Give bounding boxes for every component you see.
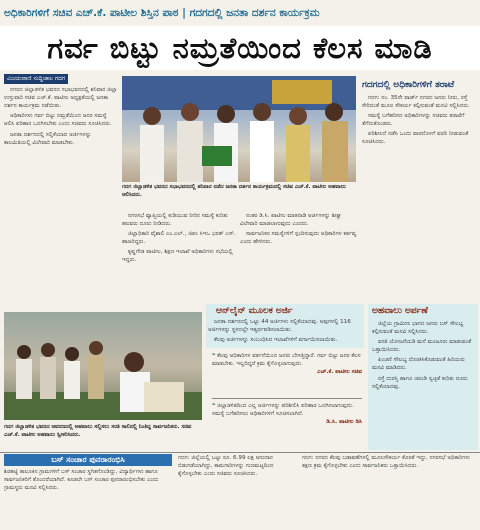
paragraph: ಸಮಸ್ಯೆ ಬಗೆಹರಿಸದ ಅಧಿಕಾರಿಗಳನ್ನು ಸಚಿವರು ತರಾಟೆಗೆ ತೆಗೆದುಕೊಂಡರು. [362,113,465,128]
bottom-mid-article: ಗದಗ: ಜಿಲ್ಲೆಯಲ್ಲಿ ಒಟ್ಟು ರೂ. 6.99 ಲಕ್ಷ ಅನುದಾನ ಬಿಡುಗಡೆಯಾಗಿದ್ದು, ಕಾಮಗಾರಿಗಳನ್ನು ಗುಣಮಟ್ಟದಿಂದ ಕೈಗೊಳ್ಳಬೇಕು ಎಂದು ಸಚಿವರು ಸೂಚಿಸಿದರು. [178,455,274,478]
middle-article-right [240,212,358,302]
paragraph: ಜಿಲ್ಲಾಧಿಕಾರಿ ವೈಶಾಲಿ ಎಂ.ಎಲ್., ಜಿಪಂ ಸಿಇಒ ಭರತ್ ಎಸ್. ಹಾಜರಿದ್ದರು. [122,231,236,246]
quote-1 [212,352,362,394]
sidebar-title: ಗದಗದಲ್ಲಿ ಅಧಿಕಾರಿಗಳಿಗೆ ತರಾಟೆ [362,80,455,90]
paragraph: ನಗರಸಭೆ ವ್ಯಾಪ್ತಿಯಲ್ಲಿ ಕುಡಿಯುವ ನೀರಿನ ಸಮಸ್ಯೆ ಕುರಿತು ಹಲವರು ದೂರು ನೀಡಿದರು. [122,213,228,228]
quote-2 [212,402,362,446]
paragraph: ನಗರದ ಜಿಲ್ಲಾಡಳಿತ ಭವನದ ಸಭಾಭವನದಲ್ಲಿ ಶನಿವಾರ ಜಿಲ್ಲಾ ಉಸ್ತುವಾರಿ ಸಚಿವ ಎಚ್.ಕೆ. ಪಾಟೀಲ ಅಧ್ಯಕ್ಷತೆಯಲ್ಲಿ ಜನತಾ ದರ್ಶನ ಕಾರ್ಯಕ್ರಮ ನಡೆಯಿತು. [4,87,118,110]
paragraph: ಕೃಷ್ಣಗೌಡ ಪಾಟೀಲ, ಶಿಕ್ಷಣ ಇಲಾಖೆ ಅಧಿಕಾರಿಗಳು ಸಭೆಯಲ್ಲಿ ಇದ್ದರು. [122,249,233,264]
main-photo [122,76,356,182]
quote-text: ಜಿಲ್ಲಾಡಳಿತದಿಂದ ಎಲ್ಲ ಅರ್ಜಿಗಳನ್ನು ಪರಿಶೀಲಿಸಿ ಪರಿಹಾರ ಒದಗಿಸಲಾಗುವುದು. ಸಮಸ್ಯೆ ಬಗೆಹರಿಸಲು ಅಧಿಕಾರಿಗಳಿಗೆ ಸೂಚಿಸಲಾಗಿದೆ. [212,403,354,418]
sidebar-article [362,94,476,300]
headline: ಗರ್ವ ಬಿಟ್ಟು ನಮ್ರತೆಯಿಂದ ಕೆಲಸ ಮಾಡಿ [0,26,480,70]
paragraph: ಪರಿಶೀಲನೆ ನಡೆಸಿ ಒಂದು ವಾರದೊಳಗೆ ವರದಿ ನೀಡುವಂತೆ ಸೂಚಿಸಿದರು. [362,131,469,146]
paragraph: ನಂತರ ಡಿ.ಸಿ. ಪಾಟೀಲ ಮಾತನಾಡಿ ಅರ್ಜಿಗಳನ್ನು ಶೀಘ್ರ ವಿಲೇವಾರಿ ಮಾಡಲಾಗುವುದು ಎಂದರು. [240,213,341,228]
main-photo-caption: ಗದಗ ಜಿಲ್ಲಾಡಳಿತ ಭವನದ ಸಭಾಭವನದಲ್ಲಿ ಶನಿವಾರ ನಡೆದ ಜನತಾ ದರ್ಶನ ಕಾರ್ಯಕ್ರಮದಲ್ಲಿ ಸಚಿವ ಎಚ್.ಕೆ. ಪಾಟೀಲ ಅಹವಾಲು ಆಲಿಸಿದರು. [122,184,346,198]
quote-author: ಎಚ್.ಕೆ. ಪಾಟೀಲ ಸಚಿವ [317,369,362,376]
bottom-right-article: ಗದಗ: ನಗರದ ಕೆಲವು ಬಡಾವಣೆಗಳಲ್ಲಿ ಮೂಲಸೌಕರ್ಯ ಕೊರತೆ ಇದ್ದು, ನಗರಸಭೆ ಅಧಿಕಾರಿಗಳು ತಕ್ಷಣ ಕ್ರಮ ಕೈಗೊಳ್ಳಬೇಕು ಎಂದು ಸಾರ್ವಜನಿಕರು ಒತ್ತಾಯಿಸಿದರು. [302,455,470,470]
online-box-body [208,318,362,348]
crowd-photo-icon [4,312,202,420]
quote-icon: ❝ [212,403,216,409]
list-item: ರಸ್ತೆ ದುರಸ್ತಿ ಹಾಗೂ ಚರಂಡಿ ಸ್ವಚ್ಛತೆ ಕುರಿತು ದೂರು ಸಲ್ಲಿಕೆಯಾದವು. [372,375,468,390]
crowd-photo [4,312,202,420]
paragraph: ಕೆಲವು ಅರ್ಜಿಗಳನ್ನು ಸಂಬಂಧಿಸಿದ ಇಲಾಖೆಗಳಿಗೆ ವರ್ಗಾಯಿಸಲಾಯಿತು. [214,337,338,344]
online-box-title: ಆನ್‌ಲೈನ್ ಮೂಲಕ ಅರ್ಜಿ [216,306,293,316]
paragraph: ಸಾರ್ವಜನಿಕರ ಸಮಸ್ಯೆಗಳಿಗೆ ಸ್ಪಂದಿಸುವುದು ಅಧಿಕಾರಿಗಳ ಕರ್ತವ್ಯ ಎಂದು ಹೇಳಿದರು. [240,231,357,246]
quote-text: ಕೆಲವು ಅಧಿಕಾರಿಗಳ ವರ್ತನೆಯಿಂದ ಜನರು ಬೇಸತ್ತಿದ್ದಾರೆ. ಗರ್ವ ಬಿಟ್ಟು ಜನರ ಕೆಲಸ ಮಾಡಬೇಕು. ಇಲ್ಲದಿದ್ದರೆ ಕ್ರಮ ಕೈಗೊಳ್ಳಲಾಗುವುದು. [212,353,361,368]
quote-author: ಡಿ.ಸಿ. ಪಾಟೀಲ ಡಿಸಿ [326,419,362,426]
paragraph: ಗದಗ: ನಂ. 35ನೇ ವಾರ್ಡ್ ನಗರದ ಜನರು ನೀರು, ರಸ್ತೆ ಸೇರಿದಂತೆ ಮೂಲ ಸೌಕರ್ಯ ಕಲ್ಪಿಸುವಂತೆ ಮನವಿ ಸಲ್ಲಿಸಿದರು. [362,95,470,110]
list-item: ವಸತಿ ಯೋಜನೆಯಡಿ ಮನೆ ಮಂಜೂರು ಮಾಡುವಂತೆ ಒತ್ತಾಯಿಸಿದರು. [372,339,472,354]
divider [212,398,362,399]
middle-article [122,212,236,302]
bus-box-title: ಬಸ್ ಸಂಚಾರ ಪುನರಾರಂಭಿಸಿ [4,454,172,466]
crowd-photo-caption: ಗದಗ ಜಿಲ್ಲಾಡಳಿತ ಭವನದ ಆವರಣದಲ್ಲಿ ಅಹವಾಲು ಸಲ್ಲಿಸಲು ಸರತಿ ಸಾಲಿನಲ್ಲಿ ನಿಂತಿದ್ದ ಸಾರ್ವಜನಿಕರು. ಸಚಿವ ಎಚ್.ಕೆ. ಪಾಟೀಲ ಅಹವಾಲು ಸ್ವೀಕರಿಸಿದರು. [4,424,192,438]
paragraph: ಜನತಾ ದರ್ಶನದಲ್ಲಿ ಸಲ್ಲಿಕೆಯಾದ ಅರ್ಜಿಗಳನ್ನು ಕಾಲಮಿತಿಯಲ್ಲಿ ವಿಲೇವಾರಿ ಮಾಡಬೇಕು. [4,131,92,146]
quote-icon: ❝ [212,353,216,359]
list-item: ಪಿಂಚಣಿ ಸೌಲಭ್ಯ ದೊರಕಿಸಿಕೊಡುವಂತೆ ಹಿರಿಯರು ಮನವಿ ಮಾಡಿದರು. [372,357,465,372]
paragraph: ಅಧಿಕಾರಿಗಳು ಗರ್ವ ಬಿಟ್ಟು ನಮ್ರತೆಯಿಂದ ಜನರ ಸಮಸ್ಯೆ ಆಲಿಸಿ ಪರಿಹಾರ ಒದಗಿಸಬೇಕು ಎಂದು ಸಚಿವರು ಸೂಚಿಸಿದರು. [4,113,112,128]
byline: ವಿಜಯವಾಣಿ ಸುದ್ದಿಜಾಲ ಗದಗ [4,74,68,84]
kicker: ಅಧಿಕಾರಿಗಳಿಗೆ ಸಚಿವ ಎಚ್.ಕೆ. ಪಾಟೀಲ ಶಿಸ್ತಿನ ಪಾಠ | ಗದಗದಲ್ಲಿ ಜನತಾ ದರ್ಶನ ಕಾರ್ಯಕ್ರಮ [4,7,320,19]
paragraph: ಜನತಾ ದರ್ಶನದಲ್ಲಿ ಒಟ್ಟು 44 ಅರ್ಜಿಗಳು ಸಲ್ಲಿಕೆಯಾದವು. ಅವುಗಳಲ್ಲಿ 116 ಅರ್ಜಿಗಳನ್ನು ಸ್ಥಳದಲ್ಲೇ ಇತ್ಯರ್ಥಪಡಿಸಲಾಯಿತು. [208,319,351,334]
petitions-box-title: ಅಹವಾಲು ಅರ್ಪಣೆ [372,306,428,316]
officials-photo-icon [122,76,356,182]
bus-box-body: ಶಿರಹಟ್ಟಿ ತಾಲೂಕಿನ ಗ್ರಾಮಗಳಿಗೆ ಬಸ್ ಸಂಚಾರ ಸ್ಥಗಿತಗೊಂಡಿದ್ದು, ವಿದ್ಯಾರ್ಥಿಗಳು ಹಾಗೂ ಸಾರ್ವಜನಿಕರಿಗೆ ತೊಂದರೆಯಾಗಿದೆ. ಕೂಡಲೇ ಬಸ್ ಸಂಚಾರ ಪುನರಾರಂಭಿಸಬೇಕು ಎಂದು ಗ್ರಾಮಸ್ಥರು ಮನವಿ ಸಲ್ಲಿಸಿದರು. [4,469,159,492]
list-item: ಜಿಲ್ಲೆಯ ಗ್ರಾಮೀಣ ಭಾಗದ ಜನರು ಬಸ್ ಸೌಲಭ್ಯ ಕಲ್ಪಿಸುವಂತೆ ಮನವಿ ಸಲ್ಲಿಸಿದರು. [372,321,464,336]
petitions-box-body [372,320,476,448]
divider [0,452,480,453]
